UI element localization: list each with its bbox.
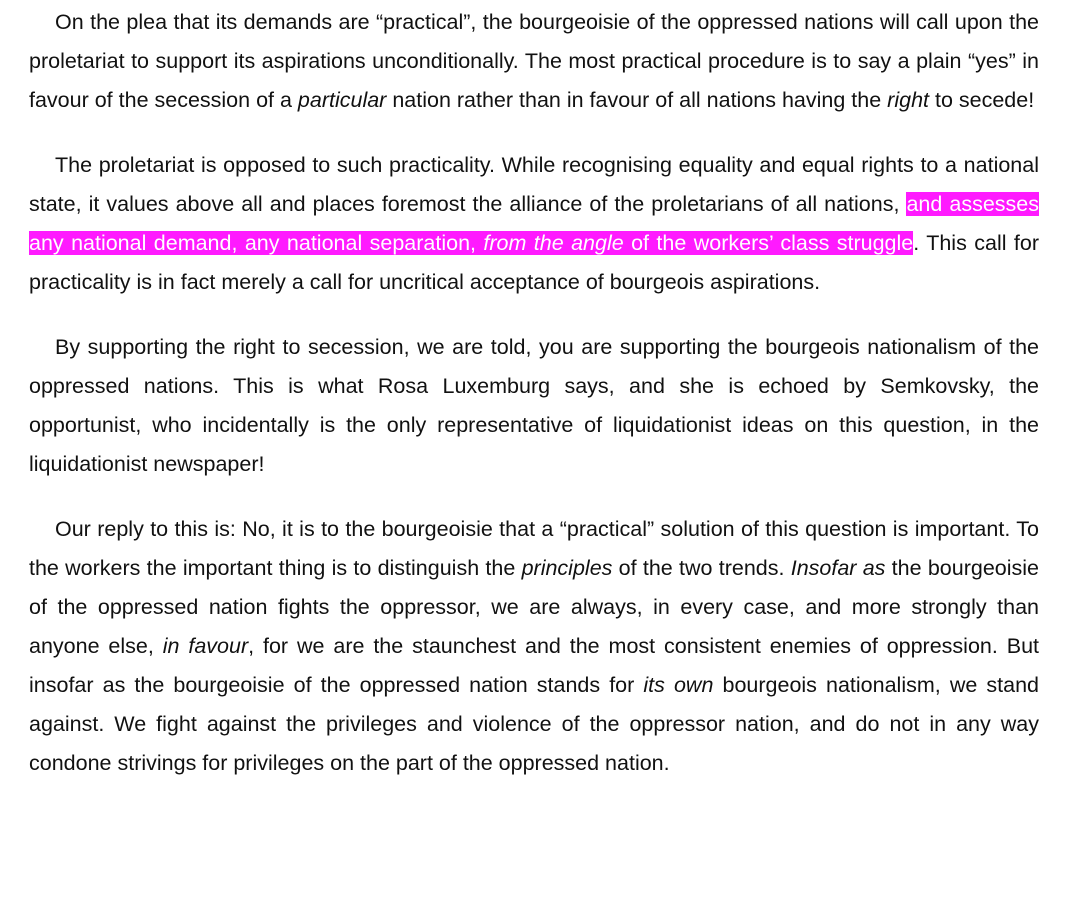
italic-segment: right <box>887 88 929 112</box>
highlighted-italic-segment: from the angle <box>483 231 624 255</box>
text-segment: The proletariat is opposed to such practicality. While recognising equality and equal rights to a national state, it values above all and places foremost the alliance of the proletarians of all nations, <box>29 153 1039 216</box>
text-segment: the bourgeoisie of the oppressed nation fights the oppressor, we are always, in every case, and more strongly than anyone else, <box>29 556 1039 658</box>
italic-segment: particular <box>297 88 387 112</box>
text-segment: On the plea that its demands are “practical”, the bourgeoisie of the oppressed nations will call upon the proletariat to support its aspirations unconditionally. The most practical procedure is to say a plain “yes” in favour of the secession of a <box>29 10 1039 112</box>
document-page <box>29 3 1039 783</box>
paragraph-proletariat-opposed <box>29 146 1039 302</box>
text-segment: Our reply to this is: No, it is to the bourgeoisie that a “practical” solution of this question is important. To the workers the important thing is to distinguish the <box>29 517 1039 580</box>
text-segment: nation rather than in favour of all nations having the <box>386 88 888 112</box>
paragraph-practical-demands <box>29 3 1039 120</box>
highlighted-segment: of the workers’ class struggle <box>623 231 914 255</box>
text-segment: , for we are the staunchest and the most consistent enemies of oppression. But insofar as the bourgeoisie of the oppressed nation stands for <box>29 634 1040 697</box>
text-segment: By supporting the right to secession, we are told, you are supporting the bourgeois nationalism of the oppressed nations. This is what Rosa Luxemburg says, and she is echoed by Semkovsky, the opportunist, who incidentally is the only representative of liquidationist ideas on this question, in the liquidationist newspaper! <box>29 335 1039 476</box>
italic-segment: its own <box>643 673 714 697</box>
highlighted-segment: and assesses any national demand, any national separation, <box>29 192 1039 255</box>
paragraph-right-to-secession <box>29 328 1039 484</box>
italic-segment: principles <box>521 556 613 580</box>
italic-segment: Insofar as <box>790 556 886 580</box>
italic-segment: in favour <box>162 634 249 658</box>
text-segment: bourgeois nationalism, we stand against. We fight against the privileges and violence of the oppressor nation, and do not in any way condone strivings for privileges on the part of the oppressed nation. <box>29 673 1039 775</box>
paragraph-our-reply <box>29 510 1039 783</box>
text-segment: to secede! <box>929 88 1035 112</box>
text-segment: . This call for practicality is in fact merely a call for uncritical acceptance of bourgeois aspirations. <box>29 231 1039 294</box>
text-segment: of the two trends. <box>612 556 791 580</box>
